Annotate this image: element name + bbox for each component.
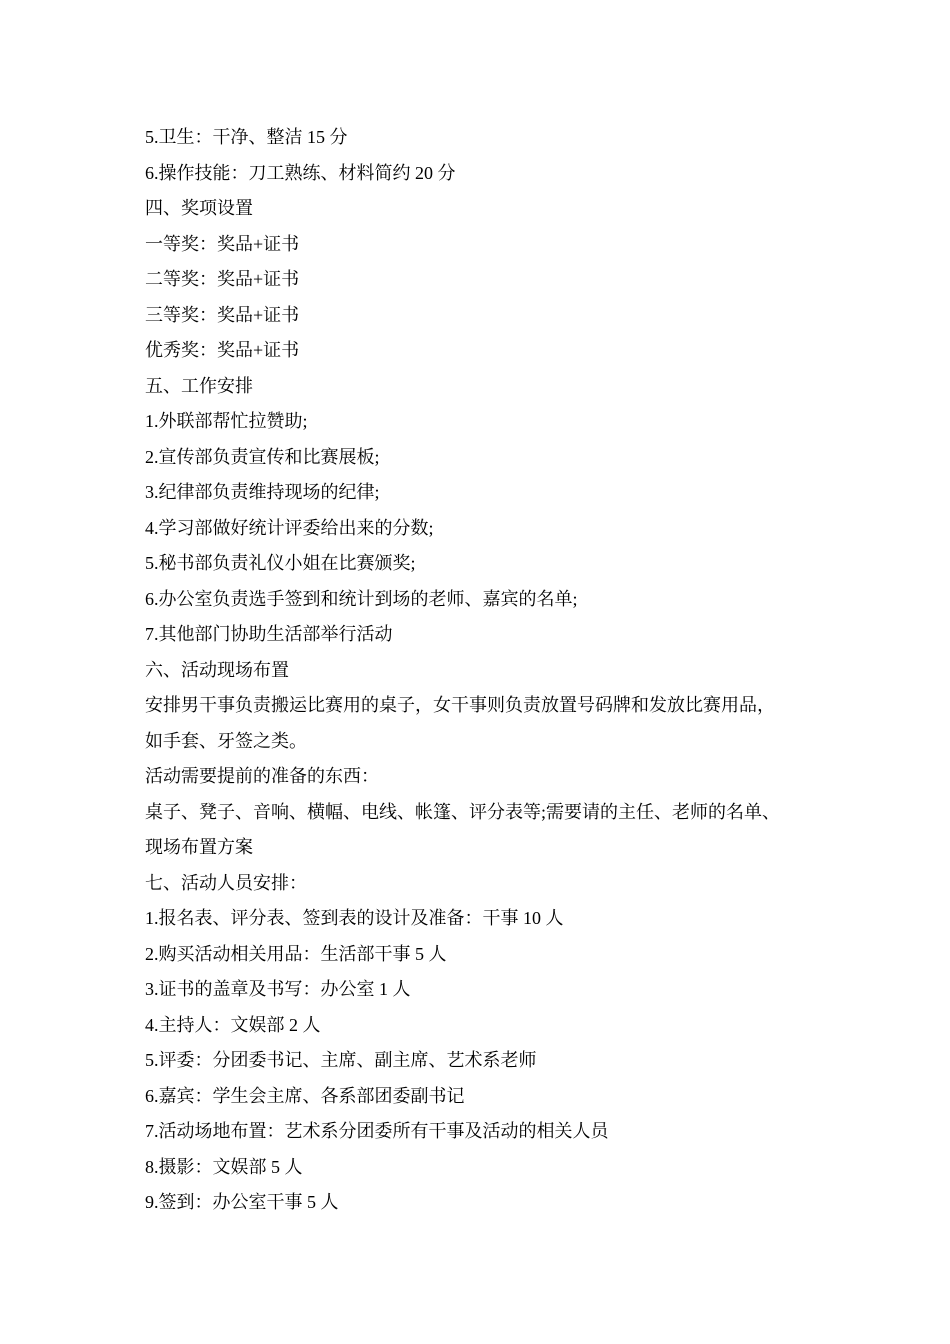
text-line: 现场布置方案 (145, 837, 253, 857)
text-line: 一等奖：奖品+证书 (145, 233, 300, 254)
text-line: 5.卫生：干净、整洁 15 分 (145, 127, 348, 147)
text-line: 6.办公室负责选手签到和统计到场的老师、嘉宾的名单; (145, 588, 578, 609)
text-line: 安排男干事负责搬运比赛用的桌子，女干事则负责放置号码牌和发放比赛用品， (145, 695, 775, 715)
text-line: 6.操作技能：刀工熟练、材料简约 20 分 (145, 162, 456, 183)
text-line: 9.签到：办公室干事 5 人 (145, 1192, 339, 1212)
document-body (145, 120, 835, 1221)
text-line: 5.评委：分团委书记、主席、副主席、艺术系老师 (145, 1050, 537, 1070)
text-line: 8.摄影：文娱部 5 人 (145, 1156, 303, 1177)
text-line: 4.学习部做好统计评委给出来的分数; (145, 517, 434, 538)
text-line: 1.报名表、评分表、签到表的设计及准备：干事 10 人 (145, 908, 564, 928)
text-line: 二等奖：奖品+证书 (145, 269, 300, 289)
text-line: 4.主持人：文娱部 2 人 (145, 1014, 321, 1035)
text-line: 3.证书的盖章及书写：办公室 1 人 (145, 979, 411, 999)
text-line: 三等奖：奖品+证书 (145, 304, 300, 325)
text-line: 2.宣传部负责宣传和比赛展板; (145, 446, 380, 467)
section-heading: 七、活动人员安排： (145, 872, 307, 893)
section-heading: 六、活动现场布置 (145, 659, 289, 680)
text-line: 如手套、牙签之类。 (145, 730, 307, 751)
text-line: 7.活动场地布置：艺术系分团委所有干事及活动的相关人员 (145, 1121, 609, 1141)
text-line: 6.嘉宾：学生会主席、各系部团委副书记 (145, 1085, 465, 1106)
text-line: 7.其他部门协助生活部举行活动 (145, 624, 393, 644)
section-heading: 四、奖项设置 (145, 198, 253, 218)
text-line: 优秀奖：奖品+证书 (145, 340, 300, 360)
text-line: 活动需要提前的准备的东西： (145, 766, 379, 786)
text-line: 1.外联部帮忙拉赞助; (145, 411, 308, 431)
text-line: 桌子、凳子、音响、横幅、电线、帐篷、评分表等;需要请的主任、老师的名单、 (145, 801, 780, 822)
text-line: 5.秘书部负责礼仪小姐在比赛颁奖; (145, 553, 416, 573)
text-line: 3.纪律部负责维持现场的纪律; (145, 482, 380, 502)
text-line: 2.购买活动相关用品：生活部干事 5 人 (145, 943, 447, 964)
section-heading: 五、工作安排 (145, 375, 253, 396)
